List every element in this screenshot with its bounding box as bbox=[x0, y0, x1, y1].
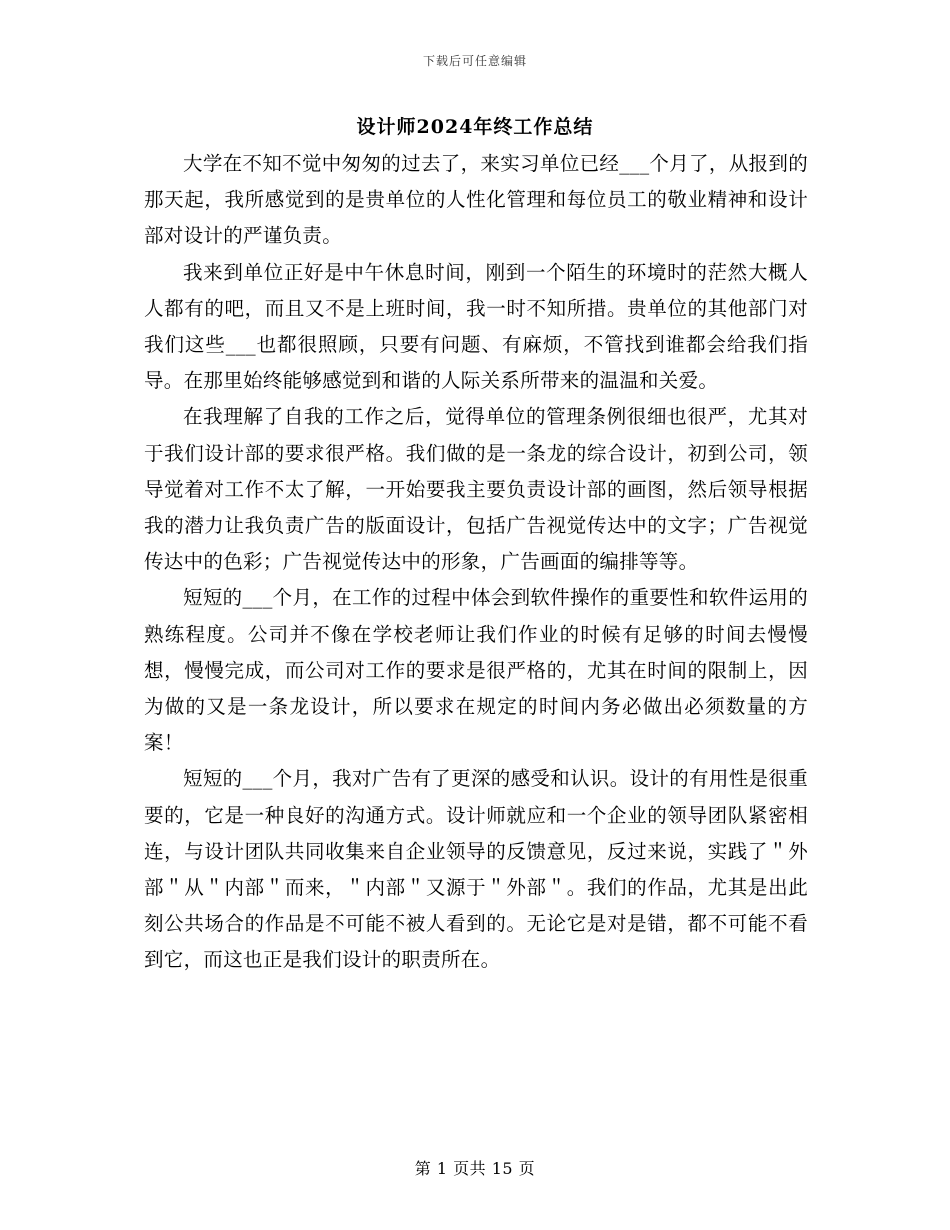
document-body bbox=[144, 146, 808, 979]
paragraph-2: 我来到单位正好是中午休息时间，刚到一个陌生的环境时的茫然大概人人都有的吧，而且又不是上班时间，我一时不知所措。贵单位的其他部门对我们这些___也都很照顾，只要有问题、有麻烦，不管找到谁都会给我们指导。在那里始终能够感觉到和谐的人际关系所带来的温温和关爱。 bbox=[144, 260, 808, 393]
paragraph-4: 短短的___个月，在工作的过程中体会到软件操作的重要性和软件运用的熟练程度。公司并不像在学校老师让我们作业的时候有足够的时间去慢慢想，慢慢完成，而公司对工作的要求是很严格的，尤其在时间的限制上，因为做的又是一条龙设计，所以要求在规定的时间内务必做出必须数量的方案！ bbox=[144, 586, 808, 755]
page-number: 第 1 页共 15 页 bbox=[414, 1159, 536, 1178]
paragraph-3: 在我理解了自我的工作之后，觉得单位的管理条例很细也很严，尤其对于我们设计部的要求很严格。我们做的是一条龙的综合设计，初到公司，领导觉着对工作不太了解，一开始要我主要负责设计部的画图，然后领导根据我的潜力让我负责广告的版面设计，包括广告视觉传达中的文字；广告视觉传达中的色彩；广告视觉传达中的形象，广告画面的编排等等。 bbox=[144, 405, 808, 574]
paragraph-5: 短短的___个月，我对广告有了更深的感受和认识。设计的有用性是很重要的，它是一种良好的沟通方式。设计师就应和一个企业的领导团队紧密相连，与设计团队共同收集来自企业领导的反馈意见，反过来说，实践了＂外部＂从＂内部＂而来，＂内部＂又源于＂外部＂。我们的作品，尤其是出此刻公共场合的作品是不可能不被人看到的。无论它是对是错，都不可能不看到它，而这也正是我们设计的职责所在。 bbox=[144, 767, 808, 972]
paragraph-1: 大学在不知不觉中匆匆的过去了，来实习单位已经___个月了，从报到的那天起，我所感觉到的是贵单位的人性化管理和每位员工的敬业精神和设计部对设计的严谨负责。 bbox=[144, 152, 808, 248]
header-note: 下载后可任意编辑 bbox=[422, 54, 527, 68]
document-title: 设计师2024年终工作总结 bbox=[356, 116, 594, 138]
